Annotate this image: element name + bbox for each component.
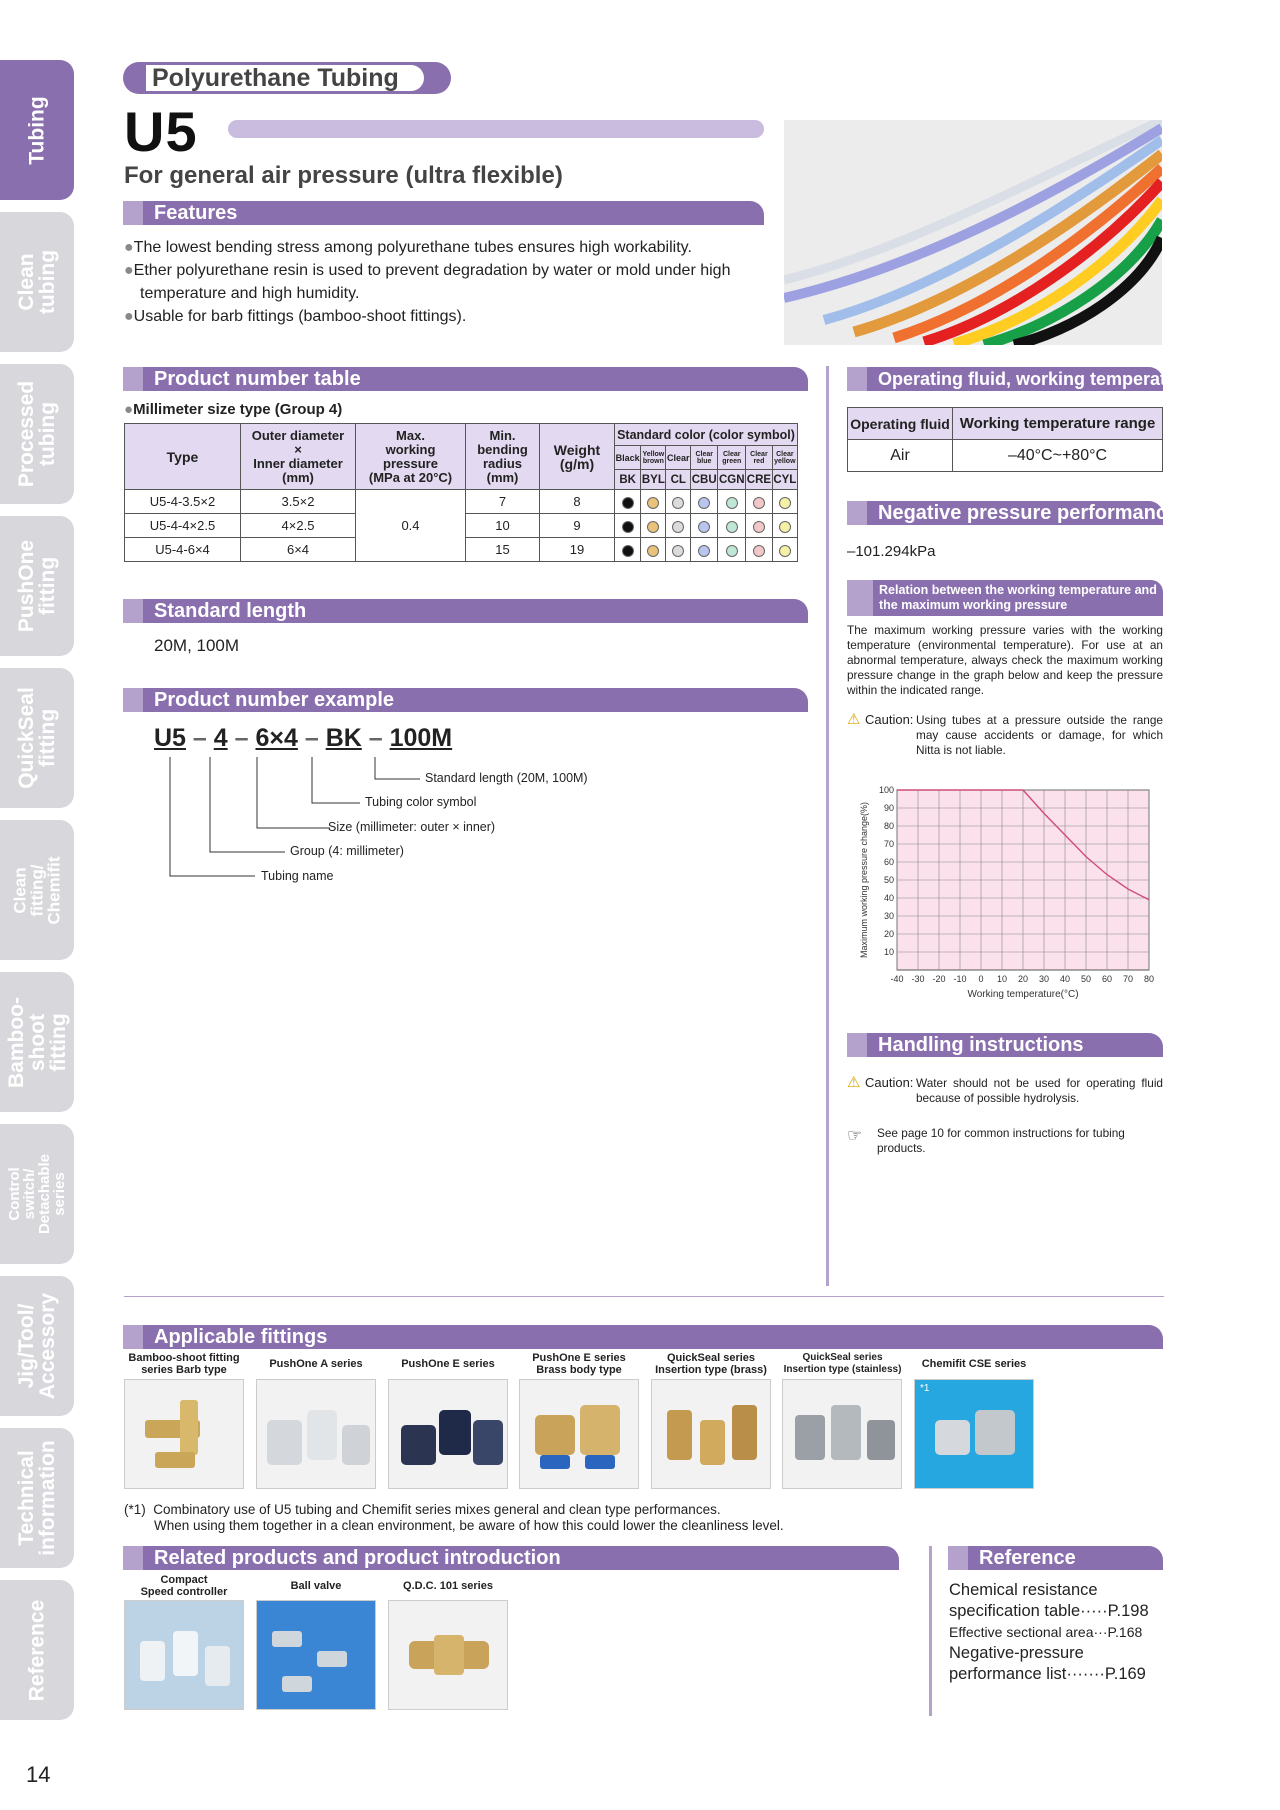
color-dot — [647, 521, 659, 533]
side-tab-jig-tool[interactable]: Jig/Tool/ Accessory — [0, 1276, 74, 1416]
side-tab-reference[interactable]: Reference — [0, 1580, 74, 1720]
color-dot — [753, 521, 765, 533]
chart-x-tick-label: -10 — [953, 974, 967, 984]
features-heading: Features — [123, 201, 764, 225]
color-dot — [672, 521, 684, 533]
example-label-group: Group (4: millimeter) — [290, 844, 404, 858]
example-label-name: Tubing name — [261, 869, 334, 883]
fitting-label: QuickSeal series Insertion type (stainless) — [783, 1352, 902, 1375]
chart-x-tick-label: 70 — [1122, 974, 1134, 984]
color-dot — [698, 545, 710, 557]
related-photo — [124, 1600, 244, 1710]
related-heading: Related products and product introduction — [123, 1546, 899, 1570]
product-number-example: U5 – 4 – 6×4 – BK – 100M — [154, 724, 453, 752]
relation-heading-accent — [847, 580, 873, 616]
chart-x-tick-label: 0 — [978, 974, 984, 984]
chart-y-tick-label: 30 — [883, 911, 894, 921]
handling-caution: ⚠ Caution: Water should not be used for operating fluid because of possible hydrolysis. — [847, 1074, 1163, 1105]
table-row: U5-4-3.5×2 3.5×2 0.4 7 8 — [125, 490, 798, 514]
related-photo — [256, 1600, 376, 1710]
color-dot — [726, 521, 738, 533]
fitting-photo — [388, 1379, 508, 1489]
chart-x-tick-label: 60 — [1101, 974, 1113, 984]
fitting-label: Chemifit CSE series — [921, 1358, 1027, 1370]
chart-x-tick-label: 30 — [1038, 974, 1050, 984]
standard-length-value: 20M, 100M — [154, 636, 240, 655]
handling-note: ☞ See page 10 for common instructions for tubing products. — [847, 1126, 1125, 1155]
fitting-photo — [782, 1379, 902, 1489]
color-dot — [779, 521, 791, 533]
page-number: 14 — [26, 1762, 51, 1787]
product-table: Type Outer diameter × Inner diameter (mm) Max. working pressure (MPa at 20°C) Min. bending radius (mm) Weight (g/m) Standard color (color symbol) Black Yellow brown Clear Clear blue Clear green Clear red Clear yellow BK BYL CL CBU CGN CRE CYL U5-4-3.5×2 3.5×2 0.4 7 8 U5-4-4×2.5 4×2.5 10 9 U5-4-6×4 6×4 15 19 — [124, 423, 798, 562]
reference-item[interactable]: Chemical resistance — [949, 1581, 1098, 1599]
chart-x-tick-label: 80 — [1143, 974, 1155, 984]
handling-heading: Handling instructions — [847, 1033, 1163, 1057]
side-tab-clean-fitting[interactable]: Clean fitting/ Chemifit — [0, 820, 74, 960]
color-dot — [779, 497, 791, 509]
color-dot — [698, 521, 710, 533]
table-row: U5-4-4×2.5 4×2.5 10 9 — [125, 514, 798, 538]
reference-divider — [929, 1546, 932, 1716]
side-tab-bamboo-shoot-fitting[interactable]: Bamboo- shoot fitting — [0, 972, 74, 1112]
color-dot — [622, 521, 634, 533]
category-heading: Polyurethane Tubing — [123, 62, 451, 94]
fitting-label: PushOne E series — [401, 1358, 495, 1370]
fitting-photo — [519, 1379, 639, 1489]
example-label-size: Size (millimeter: outer × inner) — [328, 820, 496, 834]
feature-item: ●Usable for barb fittings (bamboo-shoot fittings). — [124, 308, 467, 325]
table-row: U5-4-6×4 6×4 15 19 — [125, 538, 798, 562]
product-table-heading: Product number table — [123, 367, 808, 391]
fitting-photo — [651, 1379, 771, 1489]
related-label: Ball valve — [290, 1580, 342, 1592]
chart-y-tick-label: 10 — [883, 947, 894, 957]
example-label-color: Tubing color symbol — [365, 795, 477, 809]
feature-item: ●Ether polyurethane resin is used to prevent degradation by water or mold under high temperature and high humidity. — [124, 262, 731, 302]
side-tab-technical-information[interactable]: Technical information — [0, 1428, 74, 1568]
operating-table: Operating fluid Working temperature range Air –40°C~+80°C — [847, 407, 1163, 472]
fitting-label: PushOne A series — [269, 1358, 363, 1370]
table-row: Air –40°C~+80°C — [848, 440, 1163, 472]
example-label-length: Standard length (20M, 100M) — [425, 771, 588, 785]
title-rule — [228, 120, 764, 138]
chart-y-tick-label: 80 — [883, 821, 894, 831]
chart-y-tick-label: 70 — [883, 839, 894, 849]
chart-y-tick-label: 60 — [883, 857, 894, 867]
caution-icon: ⚠ — [847, 1074, 861, 1091]
section-rule — [124, 1296, 1164, 1297]
side-tab-pushone-fitting[interactable]: PushOne fitting — [0, 516, 74, 656]
chart-x-tick-label: 40 — [1059, 974, 1071, 984]
color-dot — [753, 545, 765, 557]
chart-y-tick-label: 20 — [883, 929, 894, 939]
features-list — [124, 236, 764, 328]
side-tab-tubing[interactable]: Tubing — [0, 60, 74, 200]
fitting-label: Bamboo-shoot fitting series Barb type — [128, 1352, 240, 1376]
chart-y-tick-label: 50 — [883, 875, 894, 885]
color-dot — [672, 545, 684, 557]
chart-x-tick-label: 50 — [1080, 974, 1092, 984]
relation-text: The maximum working pressure varies with the working temperature (environmental temperature). For use at an abnormal temperature, always check the maximum working pressure change in the graph below and keep the pressure within the indicated range. — [847, 623, 1163, 697]
product-photo — [784, 120, 1162, 345]
standard-length-heading: Standard length — [123, 599, 808, 623]
chart-x-tick-label: 10 — [996, 974, 1008, 984]
fitting-photo — [256, 1379, 376, 1489]
chart-x-axis-label: Working temperature(°C) — [967, 989, 1079, 1000]
side-tab-quickseal-fitting[interactable]: QuickSeal fitting — [0, 668, 74, 808]
pointing-hand-icon: ☞ — [847, 1126, 863, 1145]
chart-x-tick-label: -40 — [890, 974, 904, 984]
chart-x-tick-label: -20 — [932, 974, 946, 984]
side-tab-control-switch[interactable]: Control switch/ Detachable series — [0, 1124, 74, 1264]
fitting-photo — [124, 1379, 244, 1489]
page-subtitle: For general air pressure (ultra flexible) — [124, 162, 563, 189]
color-dot — [622, 545, 634, 557]
side-tab-clean-tubing[interactable]: Clean tubing — [0, 212, 74, 352]
chart-x-tick-label: 20 — [1017, 974, 1029, 984]
chart-y-tick-label: 90 — [883, 803, 894, 813]
reference-item[interactable]: performance list·······P.169 — [949, 1665, 1146, 1683]
applicable-footnote: (*1) Combinatory use of U5 tubing and Chemifit series mixes general and clean type performances. When using them together in a clean environment, be aware of how this could lower the cleanliness level. — [124, 1502, 784, 1533]
fitting-label: QuickSeal series Insertion type (brass) — [655, 1352, 767, 1376]
color-dot — [726, 545, 738, 557]
product-example-heading: Product number example — [123, 688, 808, 712]
negative-pressure-value: –101.294kPa — [847, 543, 936, 560]
color-dot — [622, 497, 634, 509]
side-tab-processed-tubing[interactable]: Processed tubing — [0, 364, 74, 504]
color-dot — [698, 497, 710, 509]
applicable-heading: Applicable fittings — [123, 1325, 1163, 1349]
color-dot — [726, 497, 738, 509]
negative-pressure-heading: Negative pressure performance — [847, 501, 1163, 525]
related-label: Compact Speed controller — [140, 1574, 228, 1598]
reference-item[interactable]: Negative-pressure — [949, 1644, 1084, 1662]
fitting-label: PushOne E series Brass body type — [532, 1352, 626, 1376]
color-dot — [753, 497, 765, 509]
caution-icon: ⚠ — [847, 711, 861, 728]
fitting-photo: *1 — [914, 1379, 1034, 1489]
color-dot — [647, 545, 659, 557]
color-dot — [647, 497, 659, 509]
column-divider — [826, 366, 829, 1286]
reference-heading: Reference — [948, 1546, 1163, 1570]
feature-item: ●The lowest bending stress among polyurethane tubes ensures high workability. — [124, 239, 692, 256]
model-title: U5 — [124, 100, 198, 163]
chart-y-tick-label: 40 — [883, 893, 894, 903]
reference-list — [949, 1580, 1164, 1685]
relation-heading: Relation between the working temperature and the maximum working pressure — [873, 580, 1163, 616]
chart-y-tick-label: 100 — [878, 785, 894, 795]
related-label: Q.D.C. 101 series — [403, 1580, 493, 1592]
chart-x-tick-label: -30 — [911, 974, 925, 984]
product-table-subheading: ●Millimeter size type (Group 4) — [124, 401, 343, 418]
operating-heading: Operating fluid, working temperature range — [847, 367, 1163, 391]
chart-y-axis-label: Maximum working pressure change(%) — [859, 801, 869, 959]
reference-item[interactable]: specification table·····P.198 — [949, 1602, 1149, 1620]
related-photo — [388, 1600, 508, 1710]
color-dot — [672, 497, 684, 509]
color-dot — [779, 545, 791, 557]
reference-item[interactable]: Effective sectional area···P.168 — [949, 1624, 1143, 1640]
relation-caution: ⚠ Caution: Using tubes at a pressure outside the range may cause accidents or damage, for which Nitta is not liable. — [847, 711, 1163, 757]
temperature-pressure-chart — [850, 780, 1165, 1010]
